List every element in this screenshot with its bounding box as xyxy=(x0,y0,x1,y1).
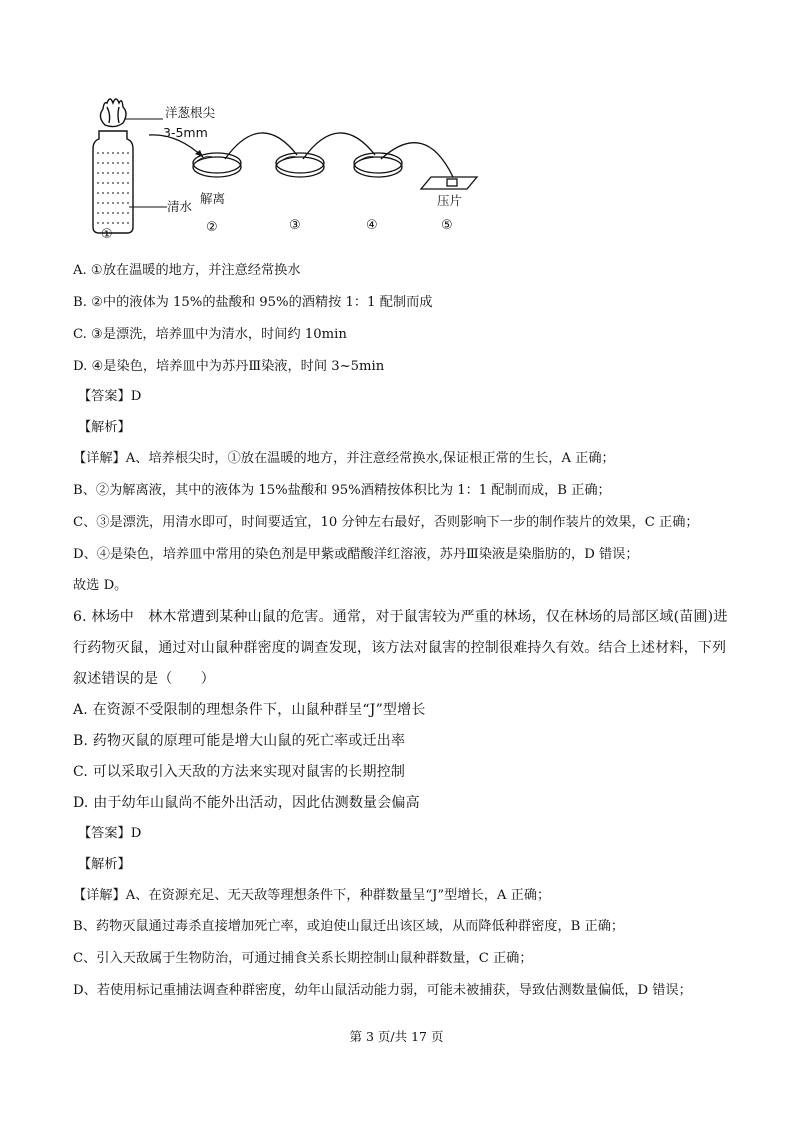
petri-dish-3 xyxy=(276,153,324,177)
q6-option-b: B. 药物灭鼠的原理可能是增大山鼠的死亡率或迁出率 xyxy=(73,733,406,749)
q5-explain-c: C、③是漂洗，用清水即可，时间要适宜，10 分钟左右最好，否则影响下一步的制作装片的效果，C 正确； xyxy=(73,515,699,530)
q6-option-c: C. 可以采取引入天敌的方法来实现对鼠害的长期控制 xyxy=(73,764,406,780)
q5-option-b: B. ②中的液体为 15%的盐酸和 95%的酒精按 1：1 配制而成 xyxy=(73,295,433,310)
step-3: ③ xyxy=(289,218,301,233)
glass-slide xyxy=(421,177,477,189)
q5-explain-d: D、④是染色，培养皿中常用的染色剂是甲紫或醋酸洋红溶液，苏丹Ⅲ染液是染脂肪的，D 错误； xyxy=(73,547,639,562)
q5-option-d: D. ④是染色，培养皿中为苏丹Ⅲ染液，时间 3~5min xyxy=(73,359,385,374)
q5-answer: 【答案】D xyxy=(78,389,142,404)
step-1: ① xyxy=(101,227,113,242)
q6-stem-line-1: 6. 林场中 林木常遭到某种山鼠的危害。通常，对于鼠害较为严重的林场，仅在林场的局部区域(苗圃)进 xyxy=(73,609,728,625)
q6-answer: 【答案】D xyxy=(78,826,142,841)
q6-option-a: A. 在资源不受限制的理想条件下，山鼠种群呈“J”型增长 xyxy=(73,702,426,718)
petri-dish-2 xyxy=(193,153,241,177)
page-footer: 第 3 页/共 17 页 xyxy=(349,1029,444,1044)
q6-explain-c: C、引入天敌属于生物防治，可通过捕食关系长期控制山鼠种群数量，C 正确； xyxy=(73,951,533,966)
onion-bulb xyxy=(100,99,126,127)
experiment-diagram xyxy=(85,95,495,245)
q6-explain-a: 【详解】A、在资源充足、无天敌等理想条件下，种群数量呈“J”型增长，A 正确； xyxy=(73,888,551,903)
label-dissociation: 解离 xyxy=(200,191,226,206)
step-5: ⑤ xyxy=(441,218,453,233)
label-size: 3-5mm xyxy=(163,125,208,140)
q5-explain-b: B、②为解离液，其中的液体为 15%盐酸和 95%酒精按体积比为 1：1 配制而成，B 正确； xyxy=(73,483,611,498)
q6-stem-line-2: 行药物灭鼠，通过对山鼠种群密度的调查发现，该方法对鼠害的控制很难持久有效。结合上述材料，下列 xyxy=(73,640,727,656)
q5-explain-a: 【详解】A、培养根尖时，①放在温暖的地方，并注意经常换水,保证根正常的生长，A 正确； xyxy=(73,451,615,466)
water-bottle xyxy=(93,131,133,233)
step-2: ② xyxy=(206,220,218,235)
label-press: 压片 xyxy=(437,193,463,208)
q5-analysis-title: 【解析】 xyxy=(78,420,131,435)
label-water: 清水 xyxy=(167,199,193,214)
q6-option-d: D. 由于幼年山鼠尚不能外出活动，因此估测数量会偏高 xyxy=(73,795,420,811)
q6-stem-line-3: 叙述错误的是（ ） xyxy=(73,671,215,687)
petri-dish-4 xyxy=(354,153,402,177)
q6-explain-b: B、药物灭鼠通过毒杀直接增加死亡率，或迫使山鼠迁出该区域，从而降低种群密度，B 正确； xyxy=(73,919,625,934)
q5-conclusion: 故选 D。 xyxy=(73,578,128,593)
label-tip: 洋葱根尖 xyxy=(165,105,216,120)
q5-option-a: A. ①放在温暖的地方，并注意经常换水 xyxy=(73,263,301,278)
step-4: ④ xyxy=(366,218,378,233)
q6-analysis-title: 【解析】 xyxy=(78,857,131,872)
q5-option-c: C. ③是漂洗，培养皿中为清水，时间约 10min xyxy=(73,327,347,342)
q6-explain-d: D、若使用标记重捕法调查种群密度，幼年山鼠活动能力弱，可能未被捕获，导致估测数量偏低，D 错误； xyxy=(73,983,692,998)
